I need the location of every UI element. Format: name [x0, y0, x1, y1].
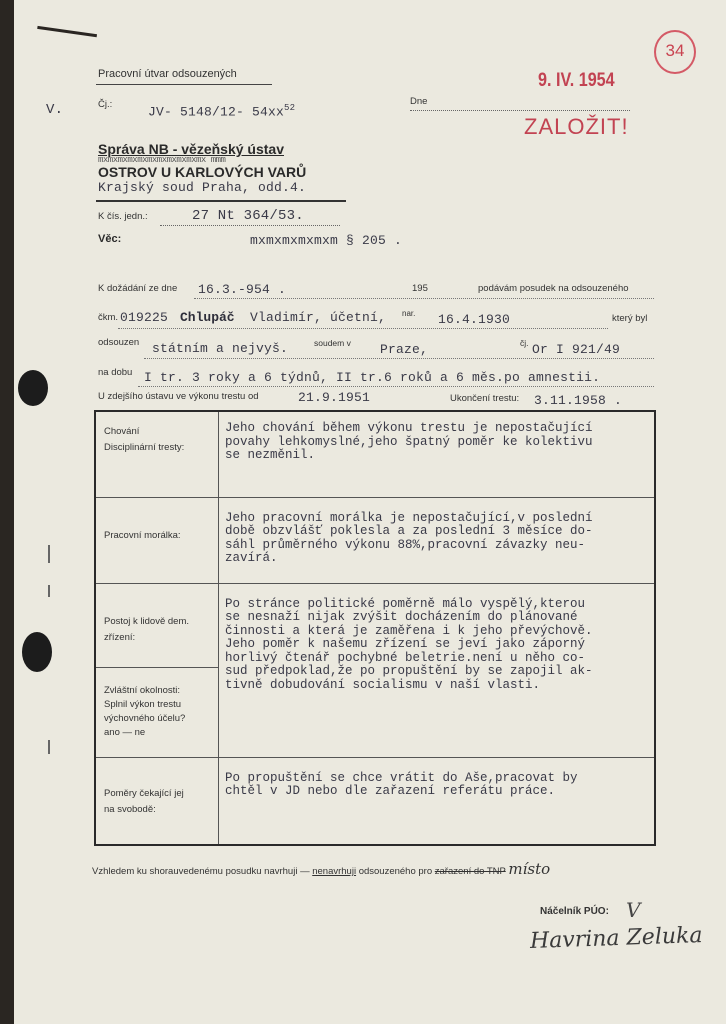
row-label-cell: [95, 583, 219, 667]
institution-line2: OSTROV U KARLOVÝCH VARŮ: [98, 164, 307, 180]
proposal-mid: odsouzeného pro: [358, 866, 433, 877]
proposal-start: Vzhledem ku shorauvedenému posudku navrhuji —: [92, 866, 310, 877]
institution-line3: Krajský soud Praha, odd.4.: [98, 180, 307, 195]
row-label-cell: [95, 667, 219, 757]
signature: Havrina Zeluka: [529, 922, 703, 955]
nar-value: 16.4.1930: [438, 312, 511, 327]
page-number-circle: [654, 30, 696, 74]
na-dobu-label: na dobu: [98, 367, 133, 378]
row-text-cell: [219, 583, 656, 757]
date-stamp: 9. IV. 1954: [538, 70, 615, 91]
punch-hole-top: [18, 370, 48, 406]
ukonceni-label: Ukončení trestu:: [450, 393, 520, 404]
nacelnik-mark: V: [626, 898, 641, 922]
table-row: [95, 497, 655, 583]
institution-underline: [96, 200, 346, 202]
margin-mark: [48, 585, 50, 597]
margin-mark: [48, 740, 50, 754]
dozadani-value: 16.3.-954 .: [198, 282, 287, 297]
cj-number: JV- 5148/12- 54xx: [148, 104, 285, 120]
vec-label: Věc:: [98, 233, 122, 245]
prisoner-name: Vladimír, účetní,: [250, 310, 387, 325]
proposal-choice: nenavrhuji: [312, 866, 357, 877]
cj-label: Čj.:: [98, 99, 113, 110]
cj2-label: čj.: [520, 338, 529, 348]
ckm-value: 019225: [120, 310, 169, 325]
prisoner-surname: Chlupáč: [180, 310, 235, 325]
table-row: [95, 583, 655, 667]
soudem-label: soudem v: [314, 338, 351, 348]
vec-value: mxmxmxmxmxm § 205 .: [250, 233, 403, 248]
punch-hole-bottom: [22, 632, 52, 672]
odsouzen-value: státním a nejvyš.: [152, 341, 289, 356]
row-text-cell: [219, 497, 656, 583]
row-text: Jeho pracovní morálka je nepostačující,v poslední době obzvlášť poklesla a za poslední 3 měsíce do- sáhl průměrného výkonu 88%,pracovní závazky neu- zavírá.: [225, 510, 593, 565]
row-label: Postoj k lidově dem. zřízení:: [104, 615, 190, 643]
table-row: [95, 411, 655, 497]
dne-label: Dne: [410, 96, 428, 107]
institution-struck: mxmxmxmxmxmxmxmxmxmxmx mmm: [98, 155, 226, 165]
row-label: Chování Disciplinární tresty:: [104, 426, 185, 453]
institution-name: Správa NB - vězeňský ústav: [98, 141, 284, 157]
unit-underline: [96, 84, 272, 85]
row-label-cell: [95, 411, 219, 497]
ckm-line: [118, 328, 608, 329]
vykon-label: U zdejšího ústavu ve výkonu trestu od: [98, 391, 259, 402]
document-page: [14, 0, 726, 1024]
na-dobu-line: [138, 386, 654, 387]
odsouzen-label: odsouzen: [98, 337, 140, 348]
row-text: Po stránce politické poměrně málo vyspělý,kterou se nesnaží nijak zvýšit docházením do plánované činnosti a která je zaměřena i k jeho převýchově. Jeho poměr k našemu zřízení se jeví jako záporný horlivý čtenář pochybné beletrie.není u něho co- sud předpoklad,že po propuštění by se zapojil ak- tivně dobudování socialismu v naší vlasti.: [225, 596, 593, 692]
proposal-line: [92, 860, 550, 878]
ukonceni-value: 3.11.1958 .: [534, 393, 623, 408]
dozadani-label: K dožádání ze dne: [98, 283, 178, 294]
row-text-cell: [219, 757, 656, 845]
margin-mark: [48, 545, 50, 563]
ktery-label: který byl: [612, 313, 648, 324]
torn-corner: [35, 26, 97, 53]
row-label: Pracovní morálka:: [104, 529, 181, 541]
k-cis-value: 27 Nt 364/53.: [192, 208, 304, 224]
table-row: [95, 757, 655, 845]
cj-superscript: 52: [284, 103, 296, 113]
vykon-value: 21.9.1951: [298, 390, 371, 405]
nar-label: nar.: [402, 309, 416, 318]
soudem-value: Praze,: [380, 342, 429, 357]
dozadani-line: [194, 298, 654, 299]
cj-value: [148, 103, 295, 119]
year-label: 195: [412, 283, 428, 294]
evaluation-table: [94, 410, 656, 846]
zalozit-stamp: ZALOŽIT!: [524, 114, 629, 139]
row-text: Jeho chování během výkonu trestu je nepostačující povahy lehkomyslné,jeho špatný poměr ke kolektivu se nezměnil.: [225, 421, 593, 462]
odsouzen-line: [144, 358, 654, 359]
na-dobu-value: I tr. 3 roky a 6 týdnů, II tr.6 roků a 6 měs.po amnestii.: [144, 370, 601, 385]
row-label: Poměry čekající jej na svobodě:: [104, 787, 184, 815]
row-label-cell: [95, 497, 219, 583]
page-number: 34: [665, 41, 685, 60]
k-cis-label: K čís. jedn.:: [98, 211, 148, 222]
proposal-struck: zařazení do TNP: [434, 866, 506, 877]
dne-line: [410, 110, 630, 111]
row-text-cell: [219, 411, 656, 497]
nacelnik-label: Náčelník PÚO:: [540, 906, 609, 917]
cj2-value: Or I 921/49: [532, 342, 621, 357]
row-label-cell: [95, 757, 219, 845]
row-label: Zvláštní okolnosti: Splnil výkon trestu výchovného účelu? ano — ne: [104, 684, 186, 738]
ckm-label: čkm.: [98, 312, 119, 323]
unit-title: Pracovní útvar odsouzených: [98, 68, 237, 80]
row-text: Po propuštění se chce vrátit do Aše,pracovat by chtěl v JD nebo dle zařazení referátu práce.: [225, 770, 578, 798]
podavam-label: podávám posudek na odsouzeného: [478, 283, 629, 294]
k-cis-line: [160, 225, 340, 226]
proposal-handwritten: místo: [508, 860, 551, 878]
margin-letter: V.: [46, 102, 64, 118]
